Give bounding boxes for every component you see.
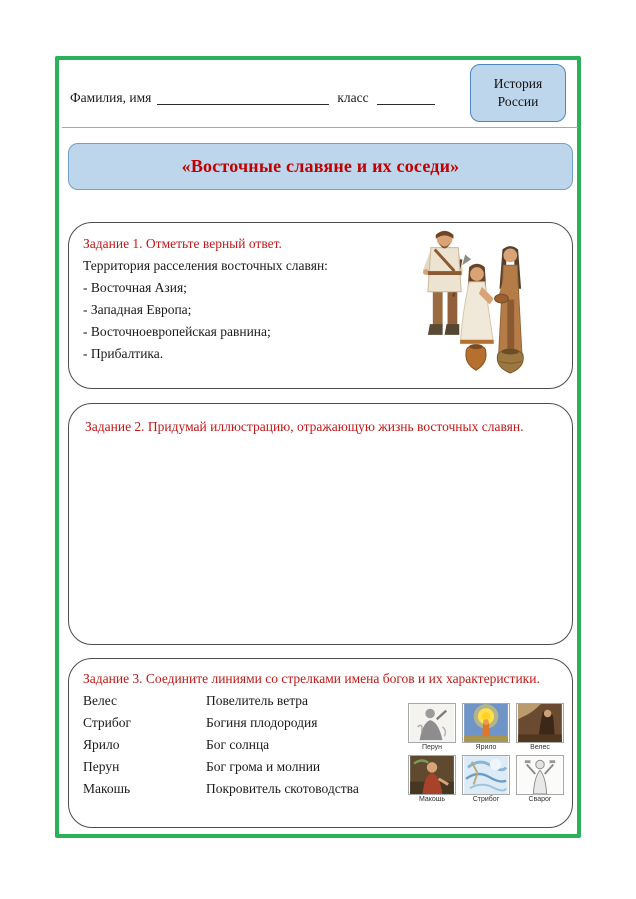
- god-image-label: Сварог: [528, 796, 552, 803]
- task3-box: [68, 658, 573, 828]
- task2-heading: Задание 2. Придумай иллюстрацию, отражающую жизнь восточных славян.: [85, 419, 524, 434]
- class-label: класс: [337, 90, 369, 105]
- perun-image: [408, 703, 456, 743]
- name-blank-line: [157, 90, 329, 105]
- god-image-perun: [408, 703, 456, 753]
- worksheet-title: «Восточные славяне и их соседи»: [181, 156, 460, 176]
- god-name: Велес: [83, 693, 118, 708]
- veles-image: [516, 703, 564, 743]
- makosh-image: [408, 755, 456, 795]
- task1-box: [68, 222, 573, 389]
- god-characteristic: Повелитель ветра: [206, 693, 309, 708]
- god-image-label: Стрибог: [472, 796, 500, 803]
- god-characteristic: Бог солнца: [206, 737, 270, 752]
- class-blank-line: [377, 90, 435, 105]
- god-characteristic: Покровитель скотоводства: [206, 781, 359, 796]
- god-name: Стрибог: [83, 715, 132, 730]
- god-characteristic: Бог грома и молнии: [206, 759, 321, 774]
- god-image-label: Макошь: [418, 796, 446, 803]
- god-image-yarilo: [462, 703, 510, 753]
- slav-kneeling-woman: [460, 264, 493, 344]
- god-name: Перун: [83, 759, 120, 774]
- task2-box: [68, 403, 573, 645]
- task3-heading: Задание 3. Соедините линиями со стрелками имена богов и их характеристики.: [83, 671, 540, 686]
- god-image-makosh: [408, 755, 456, 805]
- stribog-image: [462, 755, 510, 795]
- god-image-label: Перун: [421, 744, 443, 751]
- god-image-svarog: [516, 755, 564, 805]
- subject-badge: [470, 64, 566, 122]
- task1-heading: Задание 1. Отметьте верный ответ.: [83, 236, 282, 251]
- subject-badge-line1: История: [493, 75, 543, 91]
- god-image-stribog: [462, 755, 510, 805]
- name-class-row: [70, 90, 470, 106]
- god-images-grid: [408, 703, 564, 805]
- god-name: Ярило: [83, 737, 120, 752]
- task1-option: - Западная Европа;: [83, 302, 192, 317]
- task1-option: - Восточноевропейская равнина;: [83, 324, 271, 339]
- task1-question: Территория расселения восточных славян:: [83, 258, 328, 273]
- god-image-veles: [516, 703, 564, 753]
- worksheet-title-banner: [68, 143, 573, 190]
- slavs-illustration: [415, 226, 533, 378]
- subject-badge-line2: России: [497, 94, 539, 109]
- name-label: Фамилия, имя: [70, 90, 152, 105]
- god-characteristic: Богиня плодородия: [206, 715, 318, 730]
- god-image-label: Ярило: [475, 744, 497, 751]
- god-name: Макошь: [83, 781, 131, 796]
- task1-option: - Прибалтика.: [83, 346, 164, 361]
- god-image-label: Велес: [530, 744, 550, 751]
- header-divider: [62, 127, 578, 128]
- svarog-image: [516, 755, 564, 795]
- slav-standing-woman: [495, 246, 522, 356]
- task1-option: - Восточная Азия;: [83, 280, 187, 295]
- yarilo-image: [462, 703, 510, 743]
